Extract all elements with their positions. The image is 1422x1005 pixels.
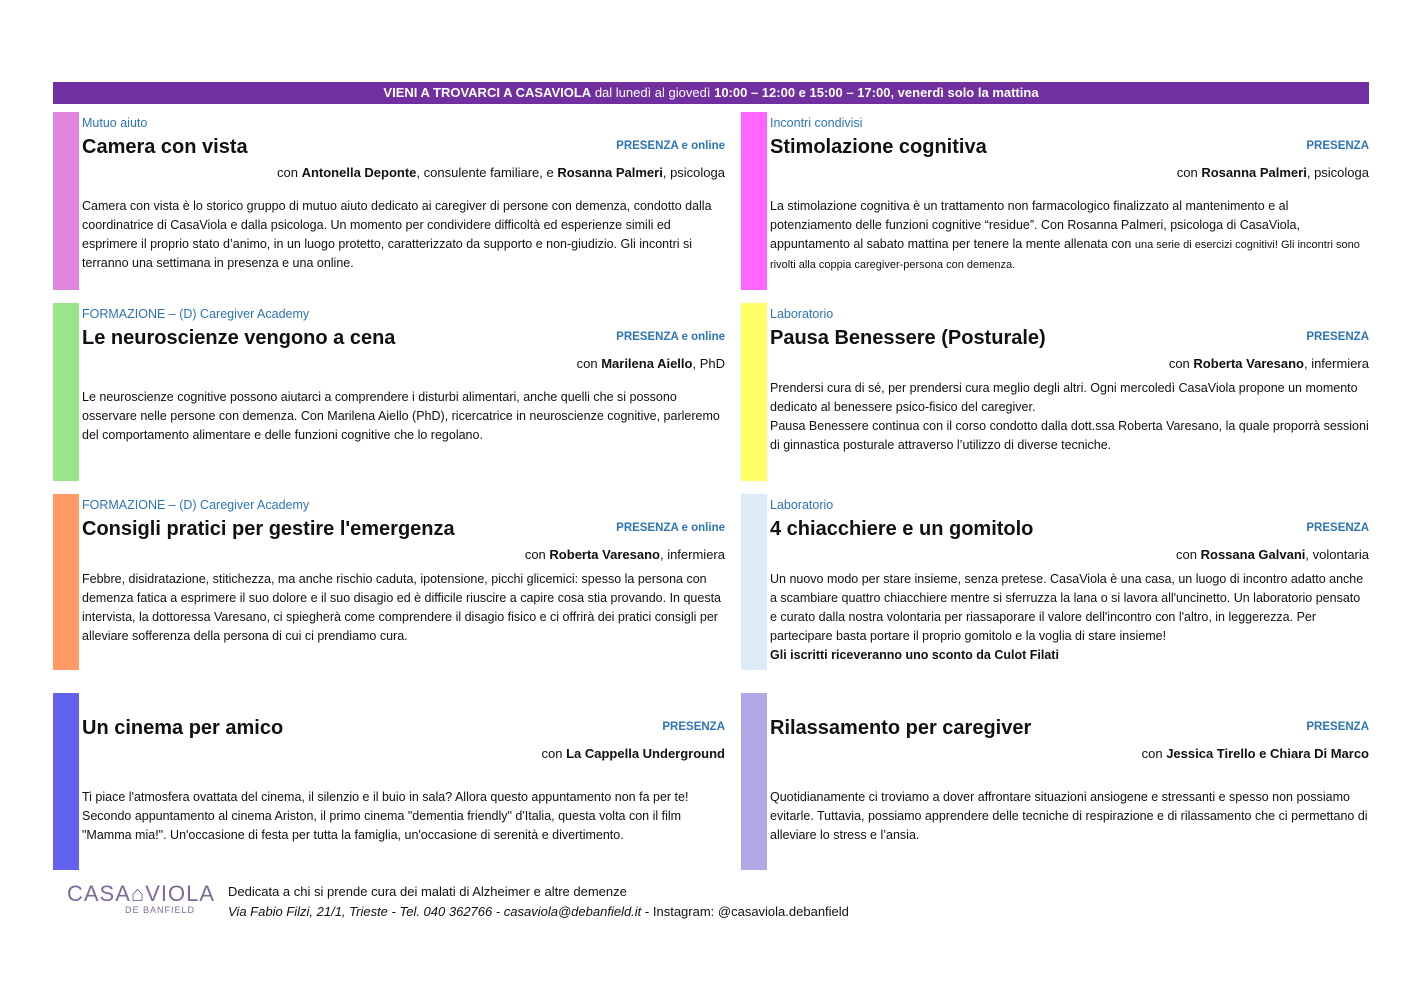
event-mode: PRESENZA e online [616,140,725,152]
host-name: Rosanna Palmeri [1201,165,1307,180]
banner-days: dal lunedì al giovedì [594,85,711,100]
event-description: Le neuroscienze cognitive possono aiutarci a comprendere i disturbi alimentari, anche quelli che si possono osservare nelle persone con demenza. Con Marilena Aiello (PhD), ricercatrice in neuroscienze cognitive, parleremo del comportamento alimentare e delle funzioni cognitive che lo regolano. [82,390,720,442]
event-card-pausa-benessere [741,303,1369,481]
event-mode: PRESENZA e online [616,331,725,343]
event-category: FORMAZIONE – (D) Caregiver Academy [82,307,310,321]
event-title: 4 chiacchiere e un gomitolo [770,518,1034,540]
color-bar [741,494,767,670]
event-title: Le neuroscienze vengono a cena [82,327,396,349]
color-bar [53,494,79,670]
event-card-rilassamento [741,693,1369,870]
color-bar [741,112,767,290]
event-card-stimolazione-cognitiva [741,112,1369,290]
color-bar [53,693,79,870]
event-category: FORMAZIONE – (D) Caregiver Academy [82,498,310,512]
host-name: Marilena Aiello [601,356,693,371]
event-host: con Rosanna Palmeri, psicologa [1176,165,1369,180]
schedule-banner [53,82,1369,104]
event-mode: PRESENZA e online [616,522,725,534]
host-name-2: Rosanna Palmeri [557,165,663,180]
event-card-consigli-pratici [53,494,725,670]
event-mode: PRESENZA [662,721,725,733]
event-category: Laboratorio [770,498,834,512]
host-name: Rossana Galvani [1200,547,1306,562]
event-description: Febbre, disidratazione, stitichezza, ma anche rischio caduta, ipotensione, picchi glicemici: spesso la persona con demenza fatica a esprimere il suo dolore e il suo disagio ed è difficile riuscire a capire cosa stia provando. In questa intervista, la dottoressa Varesano, ci spiegherà come comprendere il disagio fisico e ci offrirà dei pratici consigli per alleviare sofferenza della persona di cui ci prendiamo cura. [82,572,722,643]
event-title: Camera con vista [82,136,248,158]
event-description: La stimolazione cognitiva è un trattamento non farmacologico finalizzato al mantenimento e al potenziamento delle funzioni cognitive “residue”. Con Rosanna Palmeri, psicologa di CasaViola, appuntamento al sabato mattina per tenere la mente allenata con una serie di esercizi cognitivi! Gli incontri sono rivolti alla coppia caregiver-persona con demenza. [770,199,1360,271]
event-description: Un nuovo modo per stare insieme, senza pretese. CasaViola è una casa, un luogo di incontro adatto anche a scambiare quattro chiacchiere mentre si sferruzza la lana o si lavora all'uncinetto. Un laboratorio pensato e curato dalla nostra volontaria per riassaporare il valore dell'incontro con l'altro, in leggerezza. Per partecipare basta portare il proprio gomitolo e la voglia di stare insieme! Gli iscritti riceveranno uno sconto da Culot Filati [770,572,1364,662]
event-mode: PRESENZA [1306,140,1369,152]
event-description: Ti piace l'atmosfera ovattata del cinema, il silenzio e il buio in sala? Allora questo appuntamento non fa per te! Secondo appuntamento al cinema Ariston, il primo cinema "dementia friendly" d'Italia, questa volta con il film "Mamma mia!". Un'occasione di festa per tutta la famiglia, un'occasione di serenità e divertimento. [82,790,689,842]
banner-hours: 10:00 – 12:00 e 15:00 – 17:00, venerdì solo la mattina [714,85,1039,100]
host-name: Antonella Deponte [301,165,417,180]
event-description: Prendersi cura di sé, per prendersi cura meglio degli altri. Ogni mercoledì CasaViola propone un momento dedicato al benessere psico-fisico del caregiver. Pausa Benessere continua con il corso condotto dalla dott.ssa Roberta Varesano, la quale proporrà sessioni di ginnastica posturale attraverso l’utilizzo di diverse tecniche. [770,381,1369,452]
casaviola-logo [67,881,217,921]
footer-tagline: Dedicata a chi si prende cura dei malati di Alzheimer e altre demenze [228,884,627,899]
color-bar [741,303,767,481]
event-host: con Marilena Aiello, PhD [576,356,725,371]
event-title: Un cinema per amico [82,717,284,739]
event-mode: PRESENZA [1306,331,1369,343]
event-host: con Antonella Deponte, consulente familiare, e Rosanna Palmeri, psicologa [276,165,725,180]
color-bar [53,303,79,481]
event-title: Pausa Benessere (Posturale) [770,327,1046,349]
event-category: Mutuo aiuto [82,116,148,130]
event-title: Stimolazione cognitiva [770,136,987,158]
footer-info [228,882,849,922]
event-mode: PRESENZA [1306,721,1369,733]
event-description: Camera con vista è lo storico gruppo di mutuo aiuto dedicato ai caregiver di persone con demenza, condotto dalla coordinatrice di CasaViola e dalla psicologa. Un momento per condividere difficoltà ed esperienze simili ed esprimere il proprio stato d’animo, in un luogo protetto, caratterizzato da supporto e non-giudizio. Gli incontri si terranno una settimana in presenza e una online. [82,199,712,270]
event-host: con La Cappella Underground [541,746,725,761]
event-host: con Rossana Galvani, volontaria [1176,547,1369,562]
event-title: Rilassamento per caregiver [770,717,1032,739]
footer-address: Via Fabio Filzi, 21/1, Trieste - Tel. 040 362766 - casaviola@debanfield.it [228,904,642,919]
event-host: con Roberta Varesano, infermiera [524,547,725,562]
host-name: Roberta Varesano [549,547,660,562]
event-category: Incontri condivisi [770,116,863,130]
event-description: Quotidianamente ci troviamo a dover affrontare situazioni ansiogene e stressanti e spesso non possiamo evitarle. Tuttavia, possiamo apprendere delle tecniche di respirazione e di rilassamento che ci permettano di alleviare lo stress e l’ansia. [770,790,1368,842]
logo-subtitle: DE BANFIELD [125,905,196,915]
event-host: con Roberta Varesano, infermiera [1168,356,1369,371]
host-name: Jessica Tirello e Chiara Di Marco [1166,746,1369,761]
event-card-cinema [53,693,725,870]
event-card-camera-con-vista [53,112,725,290]
event-card-chiacchiere-gomitolo [741,494,1369,670]
discount-note: Gli iscritti riceveranno uno sconto da Culot Filati [770,648,1059,662]
host-name: La Cappella Underground [566,746,725,761]
event-title: Consigli pratici per gestire l'emergenza [82,518,455,540]
footer-instagram: - Instagram: @casaviola.debanfield [644,904,849,919]
event-card-neuroscienze [53,303,725,481]
event-mode: PRESENZA [1306,522,1369,534]
logo-text: CASA⌂VIOLA [67,881,216,906]
color-bar [741,693,767,870]
event-host: con Jessica Tirello e Chiara Di Marco [1141,746,1369,761]
event-category [770,695,1369,713]
event-category [82,695,725,713]
color-bar [53,112,79,290]
banner-highlight: VIENI A TROVARCI A CASAVIOLA [383,85,592,100]
event-category: Laboratorio [770,307,834,321]
host-name: Roberta Varesano [1193,356,1304,371]
